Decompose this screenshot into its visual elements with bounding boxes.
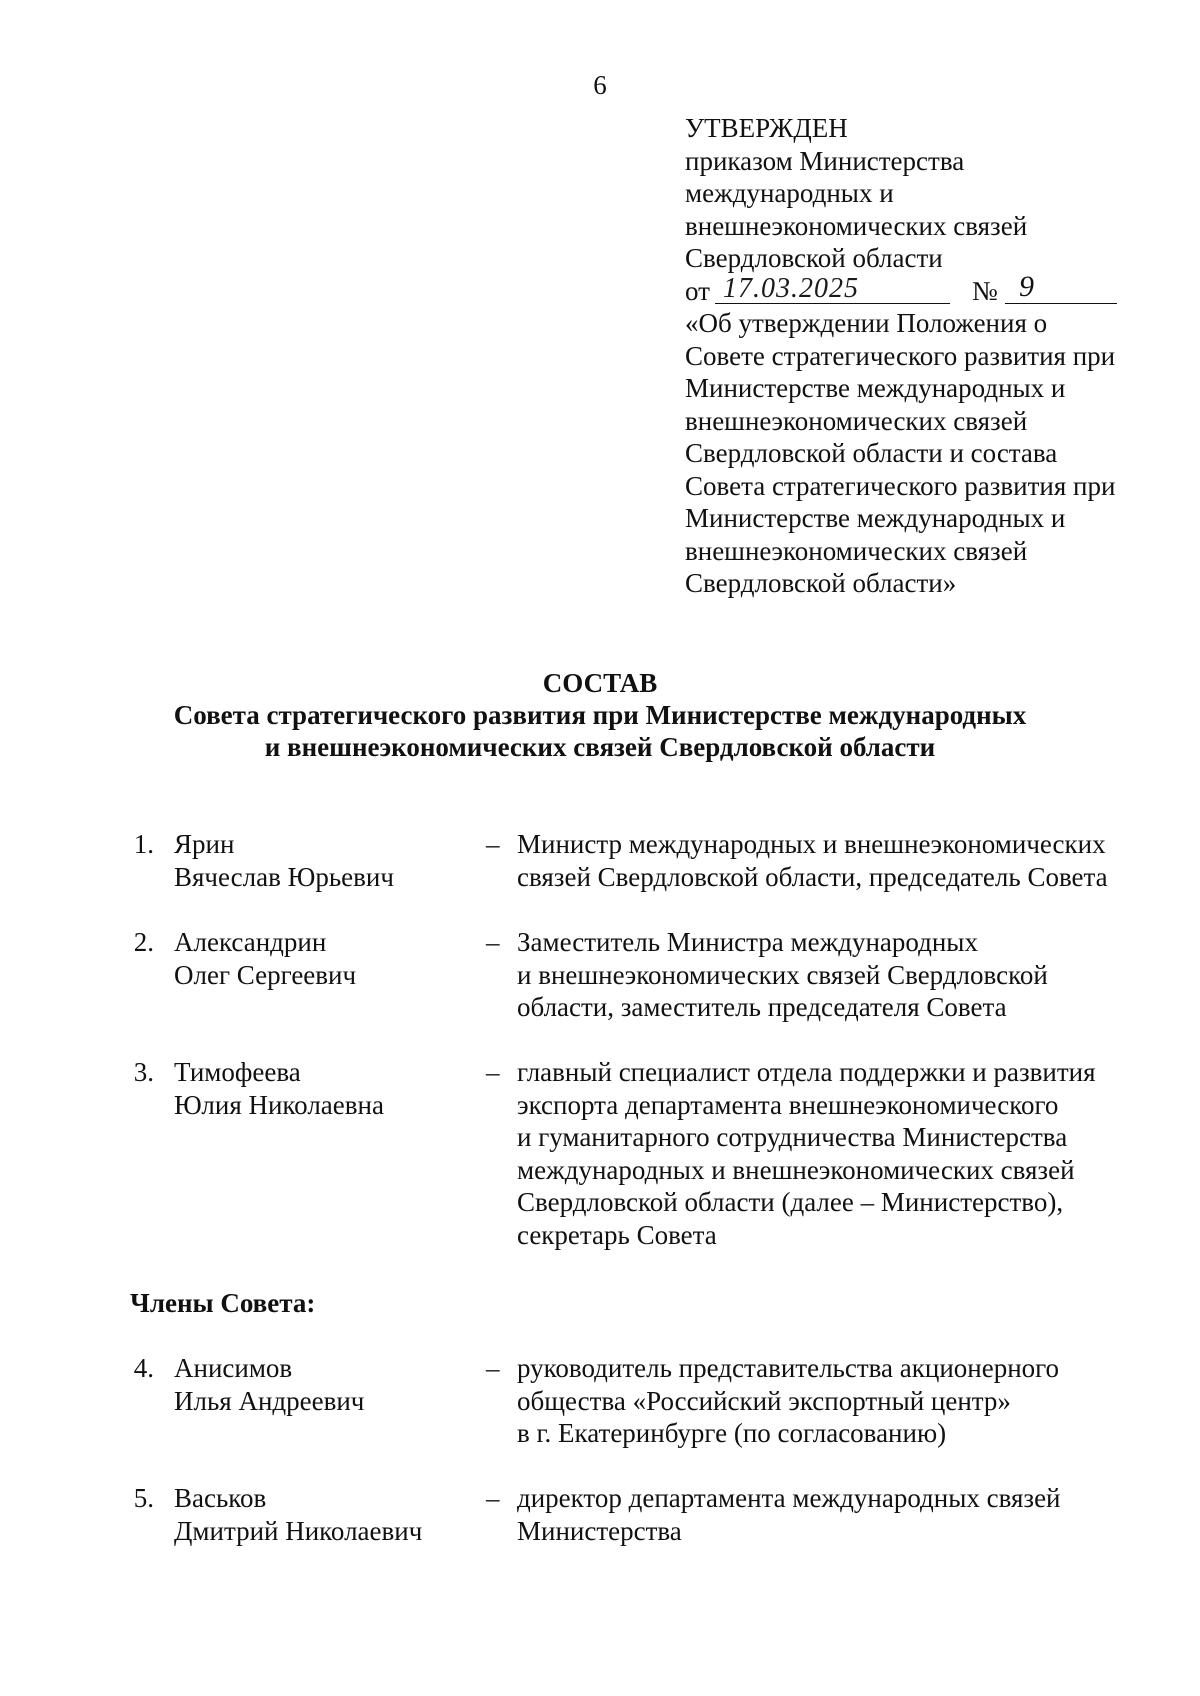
member-role-line: общества «Российский экспортный центр»: [517, 1385, 1011, 1416]
approval-line: внешнеэкономических связей: [685, 210, 1028, 241]
member-given-names: Вячеслав Юрьевич: [174, 861, 394, 892]
document-heading: [0, 667, 1200, 763]
member-surname: Ярин: [174, 829, 235, 859]
heading-subtitle-line: Совета стратегического развития при Министерстве международных: [173, 700, 1027, 730]
order-number-handwritten: 9: [1019, 269, 1034, 303]
subject-line: Свердловской области и состава: [685, 438, 1058, 468]
member-number: 3.: [133, 1057, 154, 1087]
member-given-names: Олег Сергеевич: [174, 959, 357, 990]
dash-separator: –: [486, 1483, 500, 1513]
member-role: [517, 1482, 1142, 1547]
member-role-line: директор департамента международных связей: [517, 1483, 1061, 1513]
subject-line: Совете стратегического развития при: [685, 340, 1116, 371]
member-name: [174, 926, 474, 991]
member-role: [517, 828, 1142, 893]
member-surname: Анисимов: [174, 1353, 293, 1383]
member-role: [517, 1352, 1142, 1450]
dash-separator: –: [486, 927, 500, 957]
dash-separator: –: [486, 829, 500, 859]
order-date-field: [715, 272, 950, 304]
member-name: [174, 1352, 474, 1417]
order-date-number-line: [685, 269, 1155, 308]
order-number-field: [1005, 269, 1117, 304]
approval-title: УТВЕРЖДЕН: [685, 113, 848, 143]
subject-line: Министерстве международных и: [685, 373, 1066, 403]
member-role-line: главный специалист отдела поддержки и развития: [517, 1057, 1096, 1087]
approval-line: международных и: [685, 178, 894, 208]
member-role-line: в г. Екатеринбурге (по согласованию): [517, 1418, 947, 1448]
dash-separator: –: [486, 1353, 500, 1383]
heading-subtitle-line: и внешнеэкономических связей Свердловской области: [264, 732, 936, 762]
member-number: 1.: [133, 829, 154, 859]
member-role-line: связей Свердловской области, председатель Совета: [517, 861, 1108, 892]
subject-line: Министерстве международных и: [685, 503, 1066, 533]
member-role-line: секретарь Совета: [517, 1219, 717, 1250]
date-prefix: от: [685, 275, 710, 306]
number-prefix: №: [972, 275, 998, 306]
subject-line: внешнеэкономических связей: [685, 405, 1028, 436]
approval-line: Свердловской области: [685, 243, 943, 273]
page-number: 6: [593, 70, 607, 100]
member-surname: Тимофеева: [174, 1057, 301, 1087]
member-role-line: Заместитель Министра международных: [517, 927, 978, 957]
member-role: [517, 926, 1142, 1024]
member-role-line: руководитель представительства акционерного: [517, 1353, 1060, 1383]
member-name: [174, 1482, 474, 1547]
subject-line: Совета стратегического развития при: [685, 470, 1116, 501]
member-name: [174, 828, 474, 893]
dash-separator: –: [486, 1057, 500, 1087]
subject-line: «Об утверждении Положения о: [685, 308, 1048, 338]
member-number: 4.: [133, 1353, 154, 1383]
member-role-line: Министерства: [517, 1515, 682, 1546]
member-number: 2.: [133, 927, 154, 957]
member-role-line: Министр международных и внешнеэкономических: [517, 829, 1106, 859]
member-role-line: экспорта департамента внешнеэкономического: [517, 1089, 1059, 1120]
member-surname: Александрин: [174, 927, 327, 957]
members-section-title: Члены Совета:: [130, 1288, 316, 1318]
member-name: [174, 1056, 474, 1121]
approval-line: приказом Министерства: [685, 145, 965, 176]
member-given-names: Дмитрий Николаевич: [174, 1515, 423, 1546]
approval-block: [685, 112, 1155, 600]
subject-line: Свердловской области»: [685, 568, 957, 598]
member-given-names: Юлия Николаевна: [174, 1089, 384, 1120]
subject-line: внешнеэкономических связей: [685, 535, 1028, 566]
member-number: 5.: [133, 1483, 154, 1513]
member-role-line: Свердловской области (далее – Министерство),: [517, 1187, 1064, 1217]
member-role-line: области, заместитель председателя Совета: [517, 992, 1007, 1022]
order-date-handwritten: 17.03.2025: [723, 272, 859, 304]
member-role-line: и внешнеэкономических связей Свердловской: [517, 959, 1048, 990]
member-role: [517, 1056, 1142, 1251]
member-role-line: международных и внешнеэкономических связей: [517, 1154, 1075, 1185]
heading-title: СОСТАВ: [542, 668, 658, 698]
member-role-line: и гуманитарного сотрудничества Министерства: [517, 1122, 1068, 1152]
member-surname: Васьков: [174, 1483, 267, 1513]
member-given-names: Илья Андреевич: [174, 1385, 365, 1416]
